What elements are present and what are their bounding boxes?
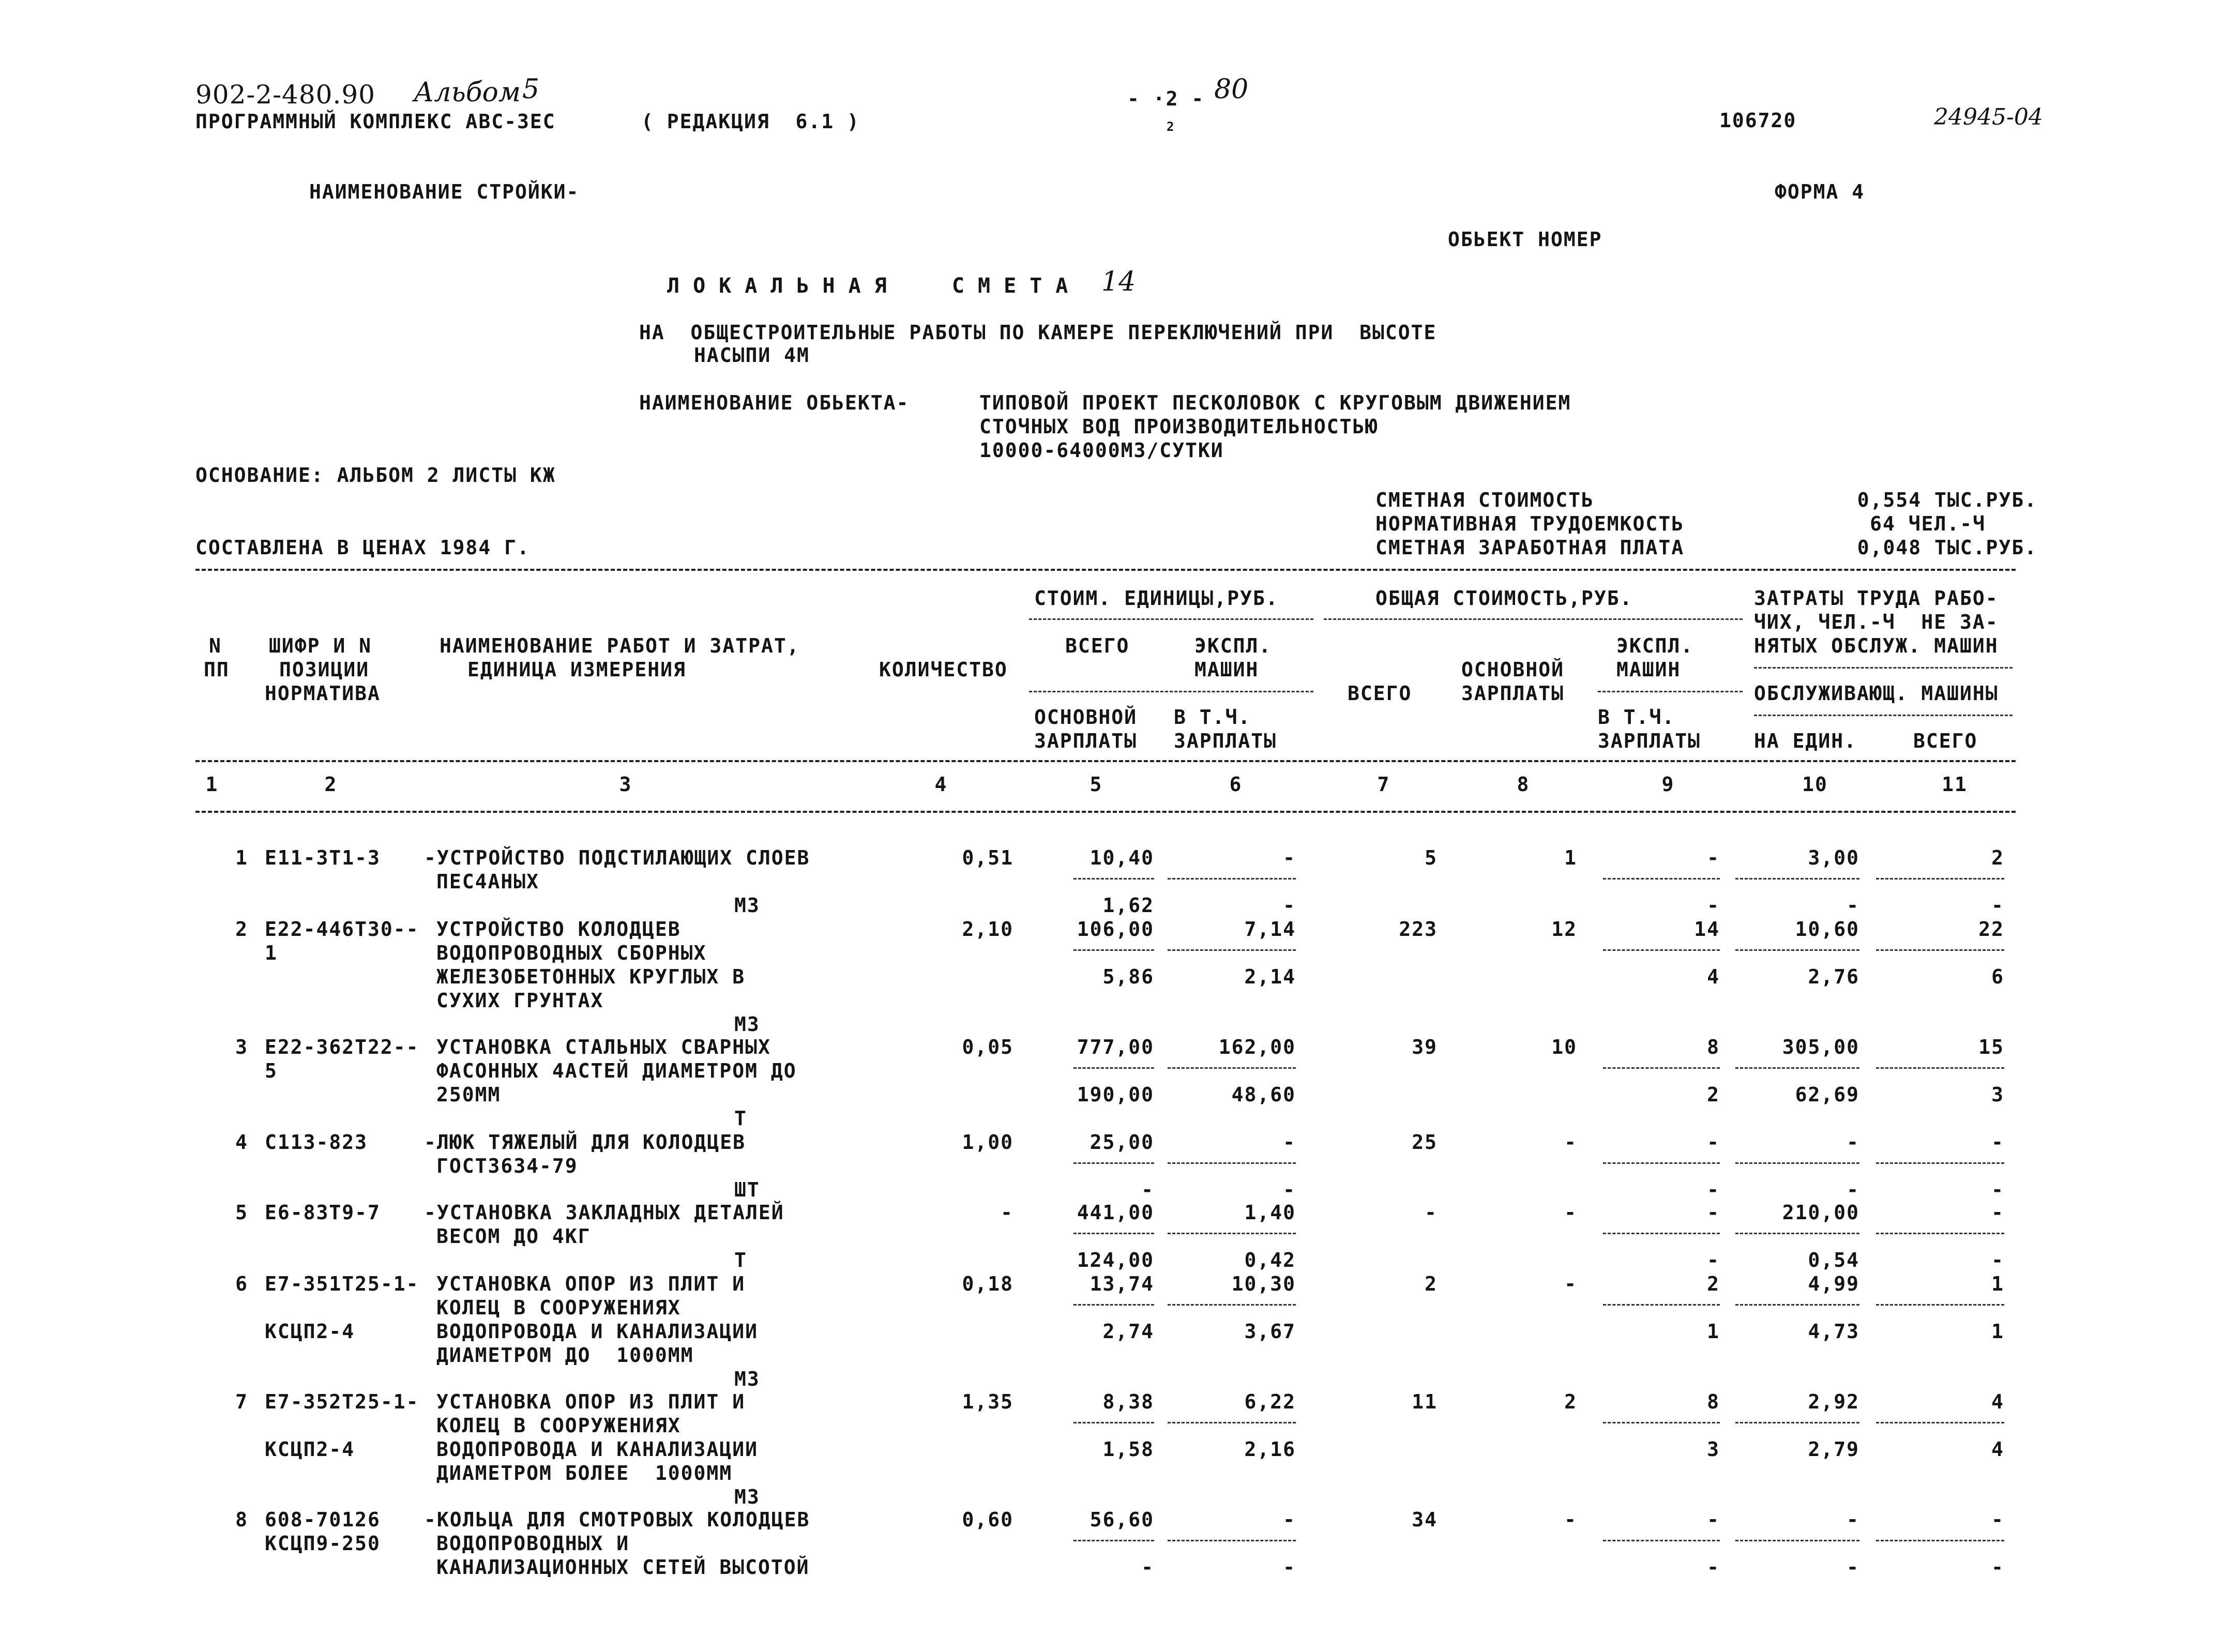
row-quantity: 0,05 bbox=[962, 1036, 1013, 1058]
cost-label: СМЕТНАЯ СТОИМОСТЬ bbox=[1375, 489, 1594, 511]
estimate-number: 14 bbox=[1101, 266, 1136, 297]
col9-header-4: ЗАРПЛАТЫ bbox=[1598, 730, 1701, 752]
cell-divider bbox=[1168, 1540, 1296, 1541]
row-c8: - bbox=[1564, 1272, 1577, 1295]
cell-divider bbox=[1876, 1304, 2004, 1306]
row-c10: 4,99 bbox=[1808, 1272, 1859, 1295]
row-c10: 2,92 bbox=[1808, 1390, 1859, 1413]
row-quantity: 1,00 bbox=[962, 1131, 1013, 1154]
row-c11: 1 bbox=[1991, 1272, 2004, 1295]
row-number: 1 bbox=[235, 846, 248, 869]
row-code: С113-823 bbox=[265, 1131, 368, 1154]
table-top-rule bbox=[195, 569, 2016, 571]
row-name: ВОДОПРОВОДА И КАНАЛИЗАЦИИ bbox=[436, 1320, 758, 1343]
labor-header-4: ОБСЛУЖИВАЮЩ. МАШИНЫ bbox=[1754, 682, 1999, 705]
row-c7: 11 bbox=[1412, 1390, 1438, 1413]
row-number: 8 bbox=[235, 1508, 248, 1531]
row-c5b: 124,00 bbox=[1077, 1249, 1154, 1271]
object-name-line2: СТОЧНЫХ ВОД ПРОИЗВОДИТЕЛЬНОСТЬЮ bbox=[979, 415, 1379, 438]
row-c9: - bbox=[1707, 1201, 1720, 1224]
row-c5: 441,00 bbox=[1077, 1201, 1154, 1224]
row-c7: 5 bbox=[1425, 846, 1438, 869]
cell-divider bbox=[1603, 1067, 1720, 1069]
cost-value: 0,554 ТЫС.РУБ. bbox=[1857, 489, 2037, 511]
construction-label: НАИМЕНОВАНИЕ СТРОЙКИ- bbox=[309, 180, 580, 203]
row-c5: 10,40 bbox=[1090, 846, 1154, 869]
page-title: ЛОКАЛЬНАЯ СМЕТА bbox=[667, 274, 1082, 298]
row-c9: - bbox=[1707, 846, 1720, 869]
row-c6: - bbox=[1283, 1131, 1296, 1154]
row-name: ФАСОННЫХ 4АСТЕЙ ДИАМЕТРОМ ДО bbox=[436, 1059, 797, 1082]
row-c10: 210,00 bbox=[1782, 1201, 1859, 1224]
row-quantity: 0,18 bbox=[962, 1272, 1013, 1295]
cell-divider bbox=[1603, 1304, 1720, 1306]
row-number: 7 bbox=[235, 1390, 248, 1413]
labor-label: НОРМАТИВНАЯ ТРУДОЕМКОСТЬ bbox=[1375, 512, 1685, 535]
col1-header-2: ПП bbox=[204, 658, 230, 681]
col5-header: ВСЕГО bbox=[1065, 634, 1130, 657]
col6-header: ЭКСПЛ. bbox=[1194, 634, 1272, 657]
document-code-2: 24945-04 bbox=[1934, 104, 2043, 130]
row-c11: 22 bbox=[1978, 918, 2004, 941]
header-divider bbox=[1754, 667, 2013, 669]
cell-divider bbox=[1073, 1233, 1154, 1234]
cell-divider bbox=[1073, 1304, 1154, 1306]
total-cost-header: ОБЩАЯ СТОИМОСТЬ,РУБ. bbox=[1375, 587, 1633, 610]
cell-divider bbox=[1735, 1162, 1859, 1164]
row-name: -УСТАНОВКА ЗАКЛАДНЫХ ДЕТАЛЕЙ bbox=[424, 1201, 784, 1224]
row-name: ВОДОПРОВОДА И КАНАЛИЗАЦИИ bbox=[436, 1438, 758, 1461]
basis: ОСНОВАНИЕ: АЛЬБОМ 2 ЛИСТЫ КЖ bbox=[195, 464, 556, 487]
col9-header-2: МАШИН bbox=[1616, 658, 1681, 681]
row-code: Е6-83Т9-7 bbox=[265, 1201, 381, 1224]
col6-header-2: МАШИН bbox=[1194, 658, 1259, 681]
labor-value: 64 ЧЕЛ.-Ч bbox=[1870, 512, 1986, 535]
wage-value: 0,048 ТЫС.РУБ. bbox=[1857, 536, 2037, 559]
cell-divider bbox=[1168, 1162, 1296, 1164]
cell-divider bbox=[1603, 1162, 1720, 1164]
row-code: Е22-362Т22-- bbox=[265, 1036, 419, 1058]
album-number: 5 bbox=[522, 74, 540, 105]
row-c9b: 3 bbox=[1707, 1438, 1720, 1461]
row-quantity: - bbox=[1001, 1201, 1013, 1224]
col11-header: ВСЕГО bbox=[1913, 730, 1978, 752]
cell-divider bbox=[1073, 1162, 1154, 1164]
row-c5: 25,00 bbox=[1090, 1131, 1154, 1154]
row-c9b: 2 bbox=[1707, 1083, 1720, 1106]
row-name: ВОДОПРОВОДНЫХ И bbox=[436, 1532, 630, 1555]
row-name: 250ММ bbox=[436, 1083, 501, 1106]
cell-divider bbox=[1073, 1540, 1154, 1541]
row-unit: М3 bbox=[734, 894, 760, 917]
col5-header-3: ЗАРПЛАТЫ bbox=[1034, 730, 1138, 752]
page-subnumber: 2 bbox=[1167, 119, 1175, 134]
row-c10b: 4,73 bbox=[1808, 1320, 1859, 1343]
row-code: Е7-352Т25-1- bbox=[265, 1390, 419, 1413]
unit-cost-header: СТОИМ. ЕДИНИЦЫ,РУБ. bbox=[1034, 587, 1279, 610]
object-label: НАИМЕНОВАНИЕ ОБЬЕКТА- bbox=[639, 391, 910, 414]
row-c6: 10,30 bbox=[1231, 1272, 1296, 1295]
row-c7: 223 bbox=[1399, 918, 1438, 941]
row-name: -КОЛЬЦА ДЛЯ СМОТРОВЫХ КОЛОДЦЕВ bbox=[424, 1508, 810, 1531]
col1-header: N bbox=[209, 634, 222, 657]
row-c11b: 1 bbox=[1991, 1320, 2004, 1343]
row-c10b: - bbox=[1847, 1556, 1859, 1579]
row-quantity: 1,35 bbox=[962, 1390, 1013, 1413]
row-c9b: - bbox=[1707, 894, 1720, 917]
col7-header: ВСЕГО bbox=[1348, 682, 1412, 705]
row-c10: 10,60 bbox=[1795, 918, 1859, 941]
row-c9: 2 bbox=[1707, 1272, 1720, 1295]
row-code: 1 bbox=[265, 942, 278, 964]
cell-divider bbox=[1735, 1233, 1859, 1234]
row-c10b: - bbox=[1847, 1178, 1859, 1201]
work-description: НА ОБЩЕСТРОИТЕЛЬНЫЕ РАБОТЫ ПО КАМЕРЕ ПЕРЕКЛЮЧЕНИЙ ПРИ ВЫСОТЕ bbox=[639, 321, 1437, 344]
col9-header-3: В Т.Ч. bbox=[1598, 706, 1675, 729]
row-c11b: 4 bbox=[1991, 1438, 2004, 1461]
row-c11b: - bbox=[1991, 1178, 2004, 1201]
object-name-line3: 10000-64000М3/СУТКИ bbox=[979, 439, 1224, 462]
header-divider bbox=[1324, 618, 1743, 620]
row-c6b: 2,16 bbox=[1244, 1438, 1296, 1461]
row-c9b: - bbox=[1707, 1178, 1720, 1201]
page-number-handwritten: 80 bbox=[1214, 74, 1249, 105]
row-c10: - bbox=[1847, 1131, 1859, 1154]
row-c11b: - bbox=[1991, 1249, 2004, 1271]
labor-header-3: НЯТЫХ ОБСЛУЖ. МАШИН bbox=[1754, 634, 1999, 657]
row-name: СУХИХ ГРУНТАХ bbox=[436, 989, 604, 1012]
cell-divider bbox=[1876, 1540, 2004, 1541]
row-c11: 2 bbox=[1991, 846, 2004, 869]
row-c9b: 1 bbox=[1707, 1320, 1720, 1343]
row-unit: Т bbox=[734, 1249, 747, 1271]
row-c6: - bbox=[1283, 1508, 1296, 1531]
work-description-cont: НАСЫПИ 4М bbox=[694, 344, 810, 367]
row-c11b: 3 bbox=[1991, 1083, 2004, 1106]
row-c9b: - bbox=[1707, 1249, 1720, 1271]
cell-divider bbox=[1876, 1233, 2004, 1234]
cell-divider bbox=[1876, 1422, 2004, 1423]
row-c5b: - bbox=[1141, 1556, 1154, 1579]
row-number: 2 bbox=[235, 918, 248, 941]
row-number: 5 bbox=[235, 1201, 248, 1224]
cell-divider bbox=[1735, 878, 1859, 880]
row-c11b: 6 bbox=[1991, 965, 2004, 988]
col-number: 9 bbox=[1661, 773, 1675, 796]
row-c5b: 2,74 bbox=[1102, 1320, 1154, 1343]
row-name: КОЛЕЦ В СООРУЖЕНИЯХ bbox=[436, 1296, 681, 1319]
row-c10: 3,00 bbox=[1808, 846, 1859, 869]
row-name: УСТРОЙСТВО КОЛОДЦЕВ bbox=[436, 918, 681, 941]
row-c7: 34 bbox=[1412, 1508, 1438, 1531]
row-c6b: 2,14 bbox=[1244, 965, 1296, 988]
row-c6b: - bbox=[1283, 1556, 1296, 1579]
cell-divider bbox=[1603, 949, 1720, 951]
edition: ( РЕДАКЦИЯ 6.1 ) bbox=[641, 110, 860, 133]
row-c11b: - bbox=[1991, 1556, 2004, 1579]
cell-divider bbox=[1876, 949, 2004, 951]
row-c6: - bbox=[1283, 846, 1296, 869]
row-c10b: 0,54 bbox=[1808, 1249, 1859, 1271]
row-code: 5 bbox=[265, 1059, 278, 1082]
col6-header-3: В Т.Ч. bbox=[1174, 706, 1251, 729]
page-mark: - ·2 - bbox=[1127, 87, 1205, 110]
row-name: -ЛЮК ТЯЖЕЛЫЙ ДЛЯ КОЛОДЦЕВ bbox=[424, 1131, 746, 1154]
cell-divider bbox=[1073, 878, 1154, 880]
col-number: 4 bbox=[934, 773, 948, 796]
labor-header-2: ЧИХ, ЧЕЛ.-Ч НЕ ЗА- bbox=[1754, 611, 1999, 633]
cell-divider bbox=[1073, 1422, 1154, 1423]
row-unit: М3 bbox=[734, 1013, 760, 1036]
row-c10: 305,00 bbox=[1782, 1036, 1859, 1058]
object-name-line1: ТИПОВОЙ ПРОЕКТ ПЕСКОЛОВОК С КРУГОВЫМ ДВИЖЕНИЕМ bbox=[979, 391, 1571, 414]
cell-divider bbox=[1876, 878, 2004, 880]
header-divider bbox=[1598, 691, 1743, 692]
row-c8: 12 bbox=[1551, 918, 1577, 941]
col-number: 6 bbox=[1229, 773, 1243, 796]
col2-header: ШИФР И N bbox=[269, 634, 372, 657]
col-number: 10 bbox=[1802, 773, 1828, 796]
cell-divider bbox=[1603, 878, 1720, 880]
document-code: 902-2-480.90 bbox=[195, 80, 375, 110]
row-c8: 2 bbox=[1564, 1390, 1577, 1413]
header-divider bbox=[1029, 691, 1313, 692]
cell-divider bbox=[1168, 1233, 1296, 1234]
header-bottom-rule bbox=[195, 760, 2016, 762]
cell-divider bbox=[1168, 878, 1296, 880]
col-number: 11 bbox=[1942, 773, 1968, 796]
row-c8: 1 bbox=[1564, 846, 1577, 869]
row-c5b: 1,62 bbox=[1102, 894, 1154, 917]
row-c7: 25 bbox=[1412, 1131, 1438, 1154]
cell-divider bbox=[1603, 1233, 1720, 1234]
cell-divider bbox=[1735, 1304, 1859, 1306]
row-c10b: 62,69 bbox=[1795, 1083, 1859, 1106]
row-number: 6 bbox=[235, 1272, 248, 1295]
col4-header: КОЛИЧЕСТВО bbox=[879, 658, 1008, 681]
row-c10b: - bbox=[1847, 894, 1859, 917]
col3-header: НАИМЕНОВАНИЕ РАБОТ И ЗАТРАТ, bbox=[440, 634, 800, 657]
row-unit: ШТ bbox=[734, 1178, 760, 1201]
row-c8: - bbox=[1564, 1508, 1577, 1531]
cell-divider bbox=[1168, 949, 1296, 951]
row-c11: - bbox=[1991, 1131, 2004, 1154]
row-c11b: - bbox=[1991, 894, 2004, 917]
header-divider bbox=[1754, 715, 2013, 716]
cell-divider bbox=[1735, 1067, 1859, 1069]
row-c11: 15 bbox=[1978, 1036, 2004, 1058]
row-name: КОЛЕЦ В СООРУЖЕНИЯХ bbox=[436, 1414, 681, 1437]
cell-divider bbox=[1073, 1067, 1154, 1069]
row-c6b: 3,67 bbox=[1244, 1320, 1296, 1343]
row-c7: - bbox=[1425, 1201, 1438, 1224]
cell-divider bbox=[1735, 1540, 1859, 1541]
object-number-label: ОБЬЕКТ НОМЕР bbox=[1448, 228, 1602, 251]
row-c6b: 0,42 bbox=[1244, 1249, 1296, 1271]
cell-divider bbox=[1073, 949, 1154, 951]
row-unit: Т bbox=[734, 1107, 747, 1130]
row-c5: 106,00 bbox=[1077, 918, 1154, 941]
col9-header: ЭКСПЛ. bbox=[1616, 634, 1694, 657]
row-c6: 7,14 bbox=[1244, 918, 1296, 941]
row-name: ВОДОПРОВОДНЫХ СБОРНЫХ bbox=[436, 942, 707, 964]
row-c5: 777,00 bbox=[1077, 1036, 1154, 1058]
cell-divider bbox=[1735, 1422, 1859, 1423]
row-c11: - bbox=[1991, 1201, 2004, 1224]
row-name: ДИАМЕТРОМ БОЛЕЕ 1000ММ bbox=[436, 1462, 733, 1484]
row-c7: 2 bbox=[1425, 1272, 1438, 1295]
row-name: ПЕС4АНЫХ bbox=[436, 870, 540, 893]
cell-divider bbox=[1603, 1422, 1720, 1423]
row-name: УСТАНОВКА СТАЛЬНЫХ СВАРНЫХ bbox=[436, 1036, 771, 1058]
row-name: ГОСТ3634-79 bbox=[436, 1155, 578, 1177]
form-number: ФОРМА 4 bbox=[1775, 180, 1865, 203]
row-quantity: 2,10 bbox=[962, 918, 1013, 941]
row-c9: - bbox=[1707, 1131, 1720, 1154]
col8-header: ОСНОВНОЙ bbox=[1461, 658, 1565, 681]
row-c9b: 4 bbox=[1707, 965, 1720, 988]
row-code: Е11-3Т1-3 bbox=[265, 846, 381, 869]
row-c11: 4 bbox=[1991, 1390, 2004, 1413]
col10-header: НА ЕДИН. bbox=[1754, 730, 1857, 752]
cell-divider bbox=[1876, 1067, 2004, 1069]
col3-header-2: ЕДИНИЦА ИЗМЕРЕНИЯ bbox=[467, 658, 686, 681]
row-name: ДИАМЕТРОМ ДО 1000ММ bbox=[436, 1344, 694, 1367]
col-number: 8 bbox=[1517, 773, 1530, 796]
col6-header-4: ЗАРПЛАТЫ bbox=[1174, 730, 1277, 752]
row-name: -УСТРОЙСТВО ПОДСТИЛАЮЩИХ СЛОЕВ bbox=[424, 846, 810, 869]
row-unit: М3 bbox=[734, 1368, 760, 1390]
row-c6: 162,00 bbox=[1218, 1036, 1296, 1058]
row-number: 4 bbox=[235, 1131, 248, 1154]
row-c11: - bbox=[1991, 1508, 2004, 1531]
row-c8: 10 bbox=[1551, 1036, 1577, 1058]
col5-header-2: ОСНОВНОЙ bbox=[1034, 706, 1138, 729]
labor-header: ЗАТРАТЫ ТРУДА РАБО- bbox=[1754, 587, 1999, 610]
row-code: КСЦП2-4 bbox=[265, 1438, 355, 1461]
row-c6b: - bbox=[1283, 894, 1296, 917]
row-c5b: 190,00 bbox=[1077, 1083, 1154, 1106]
row-code: КСЦП9-250 bbox=[265, 1532, 381, 1555]
cell-divider bbox=[1735, 949, 1859, 951]
prices-basis: СОСТАВЛЕНА В ЦЕНАХ 1984 Г. bbox=[195, 536, 530, 559]
row-c10b: 2,76 bbox=[1808, 965, 1859, 988]
cell-divider bbox=[1876, 1162, 2004, 1164]
row-code: 608-70126 bbox=[265, 1508, 381, 1531]
row-name: УСТАНОВКА ОПОР ИЗ ПЛИТ И bbox=[436, 1272, 746, 1295]
row-c9: 14 bbox=[1694, 918, 1720, 941]
row-c5: 8,38 bbox=[1102, 1390, 1154, 1413]
row-c6: 6,22 bbox=[1244, 1390, 1296, 1413]
header-divider bbox=[1029, 618, 1313, 620]
col-number: 7 bbox=[1377, 773, 1390, 796]
row-c5b: 5,86 bbox=[1102, 965, 1154, 988]
row-number: 3 bbox=[235, 1036, 248, 1058]
col2-header-2: ПОЗИЦИИ bbox=[279, 658, 370, 681]
row-name: ЖЕЛЕЗОБЕТОННЫХ КРУГЛЫХ В bbox=[436, 965, 746, 988]
col-number: 5 bbox=[1090, 773, 1103, 796]
album-label: Альбом bbox=[414, 77, 521, 108]
row-c6: 1,40 bbox=[1244, 1201, 1296, 1224]
cell-divider bbox=[1603, 1540, 1720, 1541]
row-name: КАНАЛИЗАЦИОННЫХ СЕТЕЙ ВЫСОТОЙ bbox=[436, 1556, 810, 1579]
row-c10: - bbox=[1847, 1508, 1859, 1531]
col8-header-2: ЗАРПЛАТЫ bbox=[1461, 682, 1565, 705]
row-code: КСЦП2-4 bbox=[265, 1320, 355, 1343]
col-number: 1 bbox=[205, 773, 219, 796]
row-unit: М3 bbox=[734, 1486, 760, 1508]
row-c9: - bbox=[1707, 1508, 1720, 1531]
row-c7: 39 bbox=[1412, 1036, 1438, 1058]
row-code: Е7-351Т25-1- bbox=[265, 1272, 419, 1295]
row-c5b: - bbox=[1141, 1178, 1154, 1201]
row-c9: 8 bbox=[1707, 1390, 1720, 1413]
row-quantity: 0,51 bbox=[962, 846, 1013, 869]
row-c10b: 2,79 bbox=[1808, 1438, 1859, 1461]
col-number: 3 bbox=[619, 773, 632, 796]
col2-header-3: НОРМАТИВА bbox=[265, 682, 381, 705]
col-number: 2 bbox=[324, 773, 338, 796]
row-c6b: - bbox=[1283, 1178, 1296, 1201]
software-name: ПРОГРАММНЫЙ КОМПЛЕКС АВС-3ЕС bbox=[195, 110, 556, 133]
cell-divider bbox=[1168, 1422, 1296, 1423]
row-c5b: 1,58 bbox=[1102, 1438, 1154, 1461]
row-c8: - bbox=[1564, 1201, 1577, 1224]
row-code: Е22-446Т30-- bbox=[265, 918, 419, 941]
document-code-1: 106720 bbox=[1719, 109, 1797, 132]
row-quantity: 0,60 bbox=[962, 1508, 1013, 1531]
row-c6b: 48,60 bbox=[1231, 1083, 1296, 1106]
row-c5: 13,74 bbox=[1090, 1272, 1154, 1295]
cell-divider bbox=[1168, 1067, 1296, 1069]
row-name: ВЕСОМ ДО 4КГ bbox=[436, 1225, 591, 1248]
row-c8: - bbox=[1564, 1131, 1577, 1154]
wage-label: СМЕТНАЯ ЗАРАБОТНАЯ ПЛАТА bbox=[1375, 536, 1685, 559]
row-c5: 56,60 bbox=[1090, 1508, 1154, 1531]
row-name: УСТАНОВКА ОПОР ИЗ ПЛИТ И bbox=[436, 1390, 746, 1413]
row-c9: 8 bbox=[1707, 1036, 1720, 1058]
cell-divider bbox=[1168, 1304, 1296, 1306]
column-numbers-rule bbox=[195, 811, 2016, 813]
row-c9b: - bbox=[1707, 1556, 1720, 1579]
